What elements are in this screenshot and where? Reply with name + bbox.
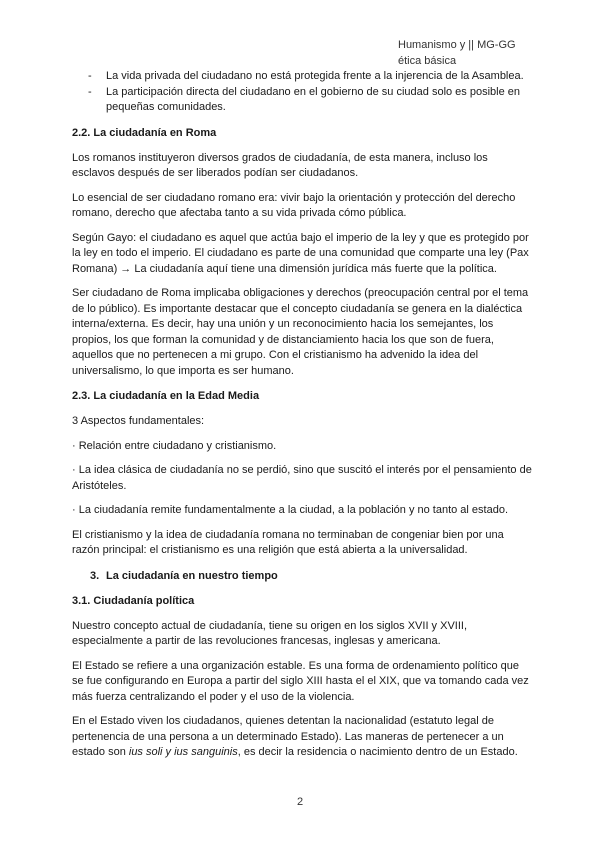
- section-heading-edad-media: 2.3. La ciudadanía en la Edad Media: [72, 390, 260, 402]
- paragraph: Nuestro concepto actual de ciudadanía, tiene su origen en los siglos XVII y XVIII, especialmente a partir de las revoluciones francesas, inglesas y americana.: [72, 619, 468, 647]
- paragraph: Según Gayo: el ciudadano es aquel que actúa bajo el imperio de la ley y que es protegido por la ley en todo el imperio. El ciudadano es parte de una comunidad que comparte una ley (Pax Romana) → La ciudadanía aquí tiene una dimensión jurídica más fuerte que la política.: [72, 231, 529, 275]
- header-course-title: Humanismo y || MG-GG: [398, 39, 516, 51]
- paragraph: · Relación entre ciudadano y cristianismo.: [72, 439, 277, 452]
- text-span: , es decir la residencia o nacimiento dentro de un Estado.: [237, 746, 518, 758]
- paragraph: [72, 714, 532, 761]
- paragraph: 3 Aspectos fundamentales:: [72, 415, 205, 427]
- header-subject: ética básica: [398, 55, 457, 67]
- section-title: La ciudadanía en nuestro tiempo: [106, 569, 278, 582]
- section-heading-politica: 3.1. Ciudadanía política: [72, 594, 195, 607]
- list-item: - La participación directa del ciudadano en el gobierno de su ciudad solo es posible en pequeñas comunidades.: [72, 85, 532, 116]
- page-header: [398, 37, 516, 69]
- paragraph: · La idea clásica de ciudadanía no se perdió, sino que suscitó el interés por el pensamiento de Aristóteles.: [72, 464, 532, 492]
- section-heading-3: [90, 569, 532, 584]
- paragraph: El cristianismo y la idea de ciudadanía romana no terminaban de congeniar bien por una razón principal: el cristianismo es una religión que está abierta a la universalidad.: [72, 528, 504, 556]
- paragraph: · La ciudadanía remite fundamentalmente a la ciudad, a la población y no tanto al estado.: [72, 504, 509, 516]
- text-span: En el Estado viven los ciudadanos, quienes detentan la nacionalidad (estatuto legal de pertenencia de una persona a un determinado Estado). Las maneras de pertenecer a un estado son: [72, 715, 504, 758]
- dash-list: [72, 69, 532, 116]
- paragraph: Los romanos instituyeron diversos grados de ciudadanía, de esta manera, incluso los esclavos después de ser liberados podían ser ciudadanos.: [72, 151, 488, 179]
- italic-term: ius soli y ius sanguinis: [128, 746, 238, 758]
- paragraph: El Estado se refiere a una organización estable. Es una forma de ordenamiento político que se fue configurando en Europa a partir del siglo XIII hasta el el XIX, que va tomando cada vez más fuerza centralizando el poder y el uso de la violencia.: [72, 659, 529, 703]
- section-number: 3.: [90, 569, 100, 582]
- paragraph: Ser ciudadano de Roma implicaba obligaciones y derechos (preocupación central por el tema de lo público). Es importante destacar que el concepto ciudadanía se genera en la dialéctica interna/externa. Es decir, hay una unión y un reconocimiento hacia los semejantes, los propios, los que forman la comunidad y de distanciamiento hacia los que son de fuera, aquellos que no pertenecen a mi grupo. Con el cristianismo ha advenido la idea del universalismo, lo que importa es ser humano.: [72, 287, 529, 377]
- list-item: - La vida privada del ciudadano no está protegida frente a la injerencia de la Asamblea.: [72, 69, 532, 85]
- page-content: [72, 69, 532, 770]
- section-heading-roma: 2.2. La ciudadanía en Roma: [72, 126, 217, 139]
- page-number: 2: [296, 796, 304, 808]
- paragraph: Lo esencial de ser ciudadano romano era: vivir bajo la orientación y protección del derecho romano, derecho que afectaba tanto a su vida privada cómo pública.: [72, 191, 516, 219]
